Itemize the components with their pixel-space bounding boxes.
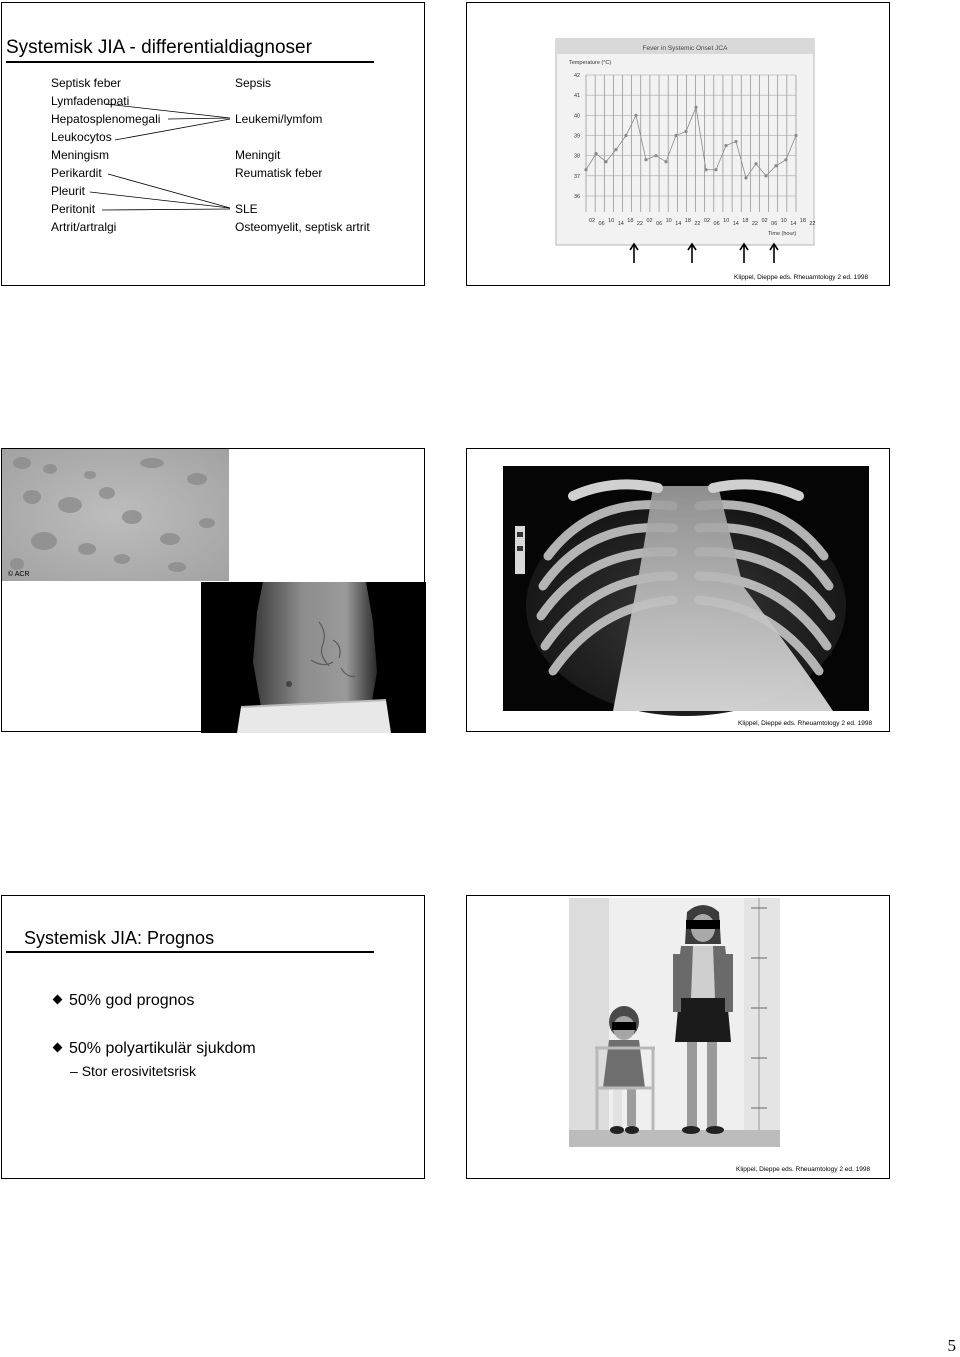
x-tick-label: 22 xyxy=(751,221,758,227)
diagnosis-item: Reumatisk feber xyxy=(235,166,323,180)
slide-differential-diagnoses xyxy=(1,2,425,286)
diagnosis-item: SLE xyxy=(235,202,258,216)
x-tick-label: 22 xyxy=(636,221,643,227)
slide-prognosis xyxy=(1,895,425,1179)
slide-title: Systemisk JIA - differentialdiagnoser xyxy=(6,37,312,58)
slide-title: Systemisk JIA: Prognos xyxy=(24,928,215,948)
data-point xyxy=(774,164,777,167)
symptom-item: Pleurit xyxy=(51,184,86,198)
data-point xyxy=(654,154,657,157)
symptom-item: Leukocytos xyxy=(51,130,112,144)
x-tick-label: 18 xyxy=(742,218,749,224)
data-point xyxy=(624,134,627,137)
slide-chest-xray xyxy=(466,448,890,732)
y-tick-label: 41 xyxy=(574,93,581,100)
symptom-item: Perikardit xyxy=(51,166,102,180)
rash-skin-photo xyxy=(2,449,229,581)
data-point xyxy=(594,152,597,155)
source-credit: Klippel, Dieppe eds. Rheuamtology 2 ed. 1998 xyxy=(738,720,873,727)
x-tick-label: 02 xyxy=(761,218,768,224)
data-point xyxy=(744,176,747,179)
symptom-item: Meningism xyxy=(51,148,110,162)
x-tick-label: 14 xyxy=(732,221,739,227)
x-tick-label: 22 xyxy=(694,221,701,227)
x-axis-label: Time (hour) xyxy=(768,231,797,237)
bullet-item: 50% god prognos xyxy=(54,992,194,1010)
x-tick-label: 22 xyxy=(809,221,816,227)
abdomen-photo xyxy=(201,582,426,733)
y-tick-label: 36 xyxy=(574,194,581,200)
x-tick-label: 14 xyxy=(617,221,624,227)
copyright-watermark: © ACR xyxy=(8,571,30,578)
diamond-bullet-icon xyxy=(53,995,63,1005)
chest-xray-image xyxy=(503,466,869,711)
diagnosis-item: Sepsis xyxy=(235,76,272,90)
connector-lines xyxy=(2,3,426,287)
x-tick-label: 06 xyxy=(713,221,720,227)
x-tick-label: 18 xyxy=(799,218,806,224)
x-tick-label: 02 xyxy=(588,218,596,224)
diamond-bullet-icon xyxy=(53,1043,63,1053)
data-point xyxy=(634,114,637,117)
bullet-item: 50% polyartikulär sjukdom xyxy=(54,1040,256,1058)
x-tick-label: 14 xyxy=(790,221,797,227)
symptom-item: Artrit/artralgi xyxy=(51,220,117,234)
y-axis-label: Temperature (°C) xyxy=(569,60,612,66)
data-point xyxy=(604,160,607,163)
arrow-markers xyxy=(622,241,792,265)
dash-bullet-icon: – xyxy=(70,1063,78,1079)
slide-rash-photos xyxy=(1,448,425,732)
symptom-item: Peritonit xyxy=(51,202,96,216)
data-point xyxy=(644,158,647,161)
diagnosis-item: Osteomyelit, septisk artrit xyxy=(235,220,370,234)
data-point xyxy=(684,130,687,133)
data-point xyxy=(704,168,707,171)
x-tick-label: 10 xyxy=(723,218,730,224)
data-point xyxy=(784,158,787,161)
data-point xyxy=(794,134,797,137)
source-credit: Klippel, Dieppe eds. Rheuamtology 2 ed. 1998 xyxy=(734,274,869,281)
x-tick-label: 18 xyxy=(684,218,691,224)
data-point xyxy=(754,162,757,165)
source-credit: Klippel, Dieppe eds. Rheuamtology 2 ed. 1998 xyxy=(736,1166,871,1173)
x-tick-label: 10 xyxy=(608,218,615,224)
slide-fever-chart xyxy=(466,2,890,286)
data-point xyxy=(614,148,617,151)
x-tick-label: 06 xyxy=(771,221,778,227)
slide-children-photo xyxy=(466,895,890,1179)
symptom-item: Lymfadenopati xyxy=(51,94,130,108)
sub-bullet-item: – Stor erosivitetsrisk xyxy=(70,1063,197,1079)
y-tick-label: 37 xyxy=(574,173,581,180)
x-tick-label: 06 xyxy=(598,221,605,227)
children-growth-photo xyxy=(569,898,780,1147)
y-tick-label: 40 xyxy=(574,113,581,120)
y-tick-label: 39 xyxy=(574,133,581,140)
x-tick-label: 18 xyxy=(627,218,634,224)
data-point xyxy=(674,134,677,137)
symptom-item: Hepatosplenomegali xyxy=(51,112,161,126)
data-point xyxy=(724,144,727,147)
x-tick-label: 02 xyxy=(703,218,711,224)
x-tick-label: 10 xyxy=(780,218,787,224)
x-tick-label: 14 xyxy=(675,221,682,227)
fever-chart xyxy=(556,39,814,245)
diagnosis-item: Meningit xyxy=(235,148,281,162)
title-underline xyxy=(6,951,374,953)
chart-title: Fever in Systemic Onset JCA xyxy=(642,45,728,52)
data-point xyxy=(694,106,697,109)
data-point xyxy=(734,140,737,143)
data-point xyxy=(714,168,717,171)
x-tick-label: 02 xyxy=(646,218,653,224)
page-number: 5 xyxy=(947,1336,956,1355)
x-tick-label: 06 xyxy=(656,221,663,227)
y-tick-label: 42 xyxy=(574,73,581,79)
x-tick-label: 10 xyxy=(665,218,672,224)
y-tick-label: 38 xyxy=(574,153,581,160)
symptom-item: Septisk feber xyxy=(51,76,122,90)
diagnosis-item: Leukemi/lymfom xyxy=(235,112,323,126)
data-point xyxy=(584,168,587,171)
data-point xyxy=(764,174,767,177)
data-point xyxy=(664,160,667,163)
